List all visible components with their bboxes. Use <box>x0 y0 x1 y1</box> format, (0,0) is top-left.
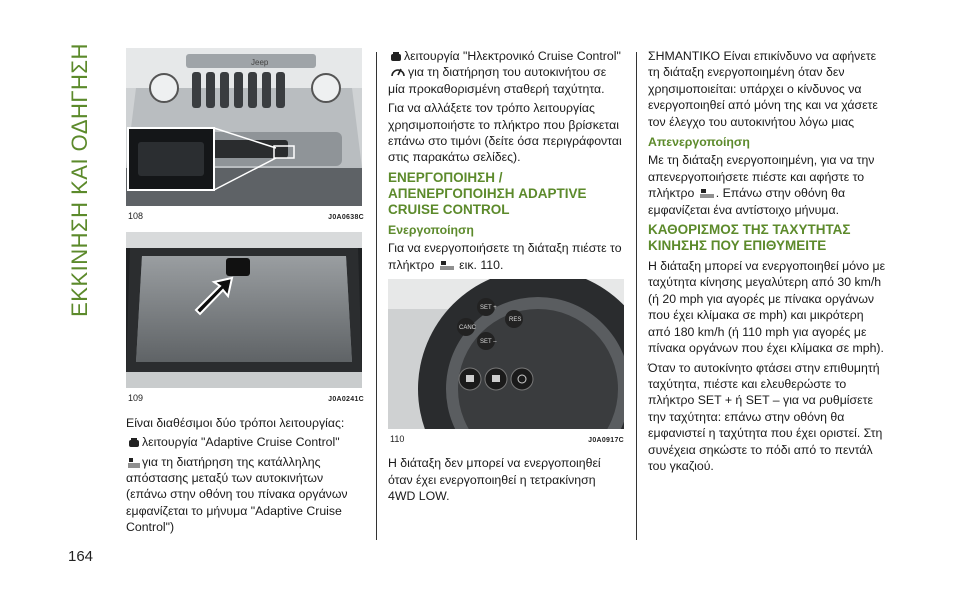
cruise-control-icon <box>128 438 140 448</box>
set-plus-button-label: SET + <box>480 305 497 312</box>
column-right <box>648 48 886 477</box>
column-left <box>126 48 364 539</box>
mode-adaptive-desc: για τη διατήρηση της κατάλληλης απόστασης μεταξύ των αυτοκινήτων (επάνω στην οθόνη του πίνακα οργάνων εμφανίζεται το μήνυμα "Adaptive Cruise Control") <box>126 454 348 535</box>
mode-cruise: λειτουργία "Ηλεκτρονικό Cruise Control" για τη διατήρηση του αυτοκινήτου σε μία προκαθορισμένη σταθερή ταχύτητα. <box>388 49 621 96</box>
change-mode-text: Για να αλλάξετε τον τρόπο λειτουργίας χρησιμοποιήστε το πλήκτρο που βρίσκεται επάνω στο τιμόνι (δείτε όσα περιγράφονται στις παρακάτω σελίδες). <box>388 101 622 165</box>
mode-adaptive: λειτουργία "Adaptive Cruise Control" <box>126 434 364 450</box>
figure-110-steering-wheel <box>388 279 624 429</box>
column-divider-2 <box>636 52 637 540</box>
cruise-control-icon <box>390 52 402 62</box>
svg-text:Jeep: Jeep <box>251 58 269 67</box>
modes-intro: Είναι διαθέσιμοι δύο τρόποι λειτουργίας: <box>126 415 345 430</box>
cancel-button-label: CANC <box>459 325 477 332</box>
adaptive-cruise-icon <box>700 189 714 199</box>
figure-109-caption: 109 J0A0241C <box>128 393 364 404</box>
windshield-photo <box>126 232 362 388</box>
figure-109-windshield <box>126 232 362 388</box>
subtitle-deactivation: Απενεργοποίηση <box>648 135 750 150</box>
deactivate-text: Με τη διάταξη ενεργοποιημένη, για να την απενεργοποιήσετε πιέστε και αφήστε το πλήκτρο . Επάνω στην οθόνη θα εμφανίζεται ένα αντίστοιχο μήνυμα. <box>648 153 875 217</box>
speed-limits-text: Η διάταξη μπορεί να ενεργοποιηθεί μόνο με ταχύτητα κίνησης μεγαλύτερη από 30 km/h (ή 20 mph για αγορές με πίνακα οργάνων που έχει κλίμακα σε mph) και μικρότερη από 180 km/h (ή 110 mph για αγορές με πίνακα οργάνων που έχει κλίμακα σε mph). <box>648 259 886 356</box>
figure-108-car-front <box>126 48 362 206</box>
chapter-title: ΕΚΚΙΝΗΣΗ ΚΑΙ ΟΔΗΓΗΣΗ <box>67 43 92 317</box>
page-number: 164 <box>68 548 94 565</box>
car-front-photo <box>126 48 362 206</box>
subtitle-activation: Ενεργοποίηση <box>388 222 474 237</box>
note-4wd-low: Η διάταξη δεν μπορεί να ενεργοποιηθεί όταν έχει ενεργοποιηθεί η τετρακίνηση 4WD LOW. <box>388 456 601 504</box>
steering-wheel-photo <box>388 279 624 429</box>
distance-icon <box>128 458 140 468</box>
important-warning: ΣΗΜΑΝΤΙΚΟ Είναι επικίνδυνο να αφήνετε τη διάταξη ενεργοποιημένη όταν δεν χρησιμοποιείται: υπάρχει ο κίνδυνος να ενεργοποιηθεί από μόνη της και να χάσετε τον έλεγχο του αυτοκινήτου λόγω μιας <box>648 49 878 129</box>
section-title-activation: ΕΝΕΡΓΟΠΟΙΗΣΗ / ΑΠΕΝΕΡΓΟΠΟΙΗΣΗ ADAPTIVE CRUISE CONTROL <box>388 169 587 217</box>
column-divider-1 <box>376 52 377 540</box>
section-title-speed: ΚΑΘΟΡΙΣΜΟΣ ΤΗΣ ΤΑΧΥΤΗΤΑΣ ΚΙΝΗΣΗΣ ΠΟΥ ΕΠΙΘΥΜΕΙΤΕ <box>648 222 851 254</box>
activate-text: Για να ενεργοποιήσετε τη διάταξη πιέστε το πλήκτρο εικ. 110. <box>388 241 622 272</box>
set-speed-text: Όταν το αυτοκίνητο φτάσει στην επιθυμητή ταχύτητα, πιέστε και ελευθερώστε το πλήκτρο SET + ή SET – για να ρυθμίσετε την ταχύτητα: επάνω στην οθόνη θα εμφανιστεί η ταχύτητα που έχει οριστεί. Στη συνέχεια σηκώστε το πόδι από το πεντάλ του γκαζιού. <box>648 360 883 473</box>
figure-110-caption: 110 J0A0917C <box>390 434 624 445</box>
speedometer-icon <box>390 64 406 78</box>
adaptive-cruise-icon <box>440 261 454 271</box>
column-middle <box>388 48 624 508</box>
figure-108-caption: 108 J0A0638C <box>128 211 364 221</box>
res-button-label: RES <box>509 317 522 324</box>
set-minus-button-label: SET – <box>480 339 497 346</box>
